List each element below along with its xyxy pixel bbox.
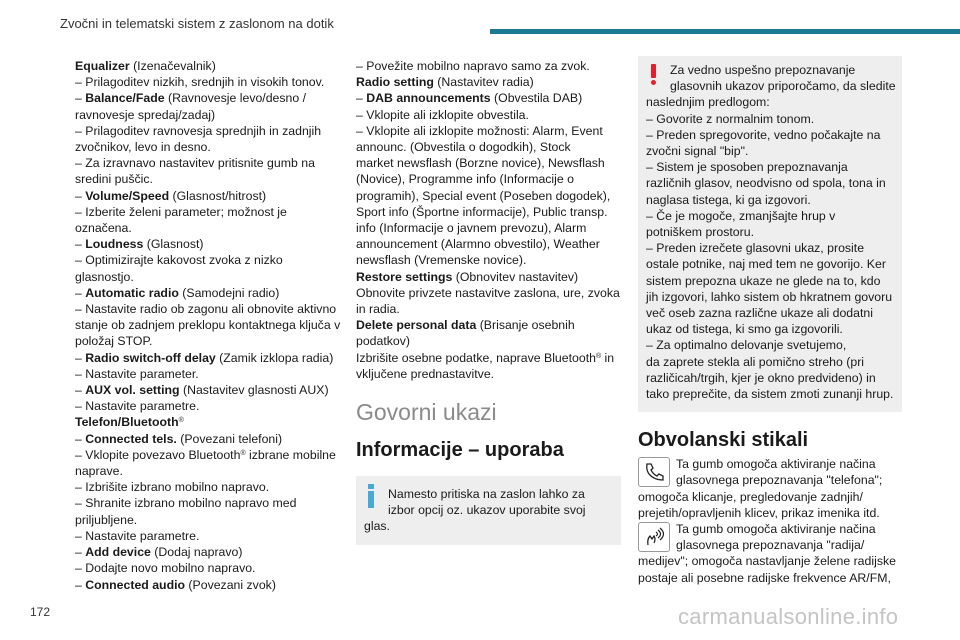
line-text: (Ravnovesje levo/desno / — [164, 91, 307, 106]
menu-option-name: Connected audio — [85, 577, 186, 592]
line-text: (Povezani telefoni) — [176, 431, 283, 446]
line-text: announcement (Alarmno obvestilo), Weather — [356, 237, 600, 252]
line-text: – Povežite mobilno napravo samo za zvok. — [356, 59, 590, 73]
switches-heading: Obvolanski stikali — [638, 429, 809, 452]
menu-option-name: Restore settings — [356, 269, 453, 284]
text-line — [75, 528, 337, 544]
text-line — [356, 301, 621, 317]
text-line — [75, 269, 337, 285]
text-line — [75, 155, 337, 171]
text-line — [75, 107, 337, 123]
text-line: – AUX vol. setting (Nastavitev glasnosti AUX) — [75, 383, 329, 398]
info-line: izbor opcij oz. ukazov uporabite svoj — [388, 503, 586, 518]
menu-option-name: Delete personal data — [356, 318, 477, 333]
warning-line: Za vedno uspešno prepoznavanje — [670, 63, 856, 77]
line-text: (Samodejni radio) — [178, 285, 280, 300]
warning-box — [638, 56, 902, 412]
phone-switch-description — [638, 456, 902, 521]
info-line: Namesto pritiska na zaslon lahko za — [388, 487, 585, 502]
menu-option-name: Connected tels. — [85, 431, 177, 446]
warning-line: različicah/trgih, kjer je okno predvideno) in — [646, 370, 876, 385]
text-line: – Radio switch-off delay (Zamik izklopa radia) — [75, 350, 334, 365]
text-line — [75, 479, 337, 495]
text-line: – Add device (Dodaj napravo) — [75, 545, 243, 560]
warning-line: ukaz od tistega, ki smo ga izgovorili. — [646, 322, 843, 337]
line-text: (Brisanje osebnih — [476, 318, 575, 333]
warning-line: – Govorite z normalnim tonom. — [646, 111, 815, 126]
column-left — [75, 58, 341, 593]
line-text: – Nastavite parametre. — [75, 399, 200, 414]
menu-option-name: Automatic radio — [85, 285, 179, 300]
text-line — [75, 301, 337, 317]
text-line — [356, 188, 621, 204]
line-text: (Nastavitev radia) — [433, 75, 534, 90]
phone-switch-line: prejetih/opravljenih klicev, prikaz imenika itd. — [638, 505, 880, 520]
text-line: – Loudness (Glasnost) — [75, 237, 204, 252]
line-text: podatkov) — [356, 334, 411, 349]
line-text: (Zamik izklopa radia) — [215, 350, 334, 365]
voice-switch-line: medijev"; omogoča nastavljanje želene radijske — [638, 554, 896, 569]
text-line — [356, 350, 621, 366]
line-text: priljubljene. — [75, 512, 138, 527]
text-line — [75, 123, 337, 139]
text-line: – Connected tels. (Povezani telefoni) — [75, 431, 283, 446]
menu-option-name: Add device — [85, 545, 151, 560]
menu-option-name: Equalizer — [75, 59, 130, 73]
line-text: (Izenačevalnik) — [129, 59, 216, 73]
text-line — [75, 447, 337, 463]
menu-option-name: Balance/Fade — [85, 91, 165, 106]
warning-line: zvočni signal "bip". — [646, 144, 749, 159]
line-text: – Vklopite ali izklopite obvestila. — [356, 107, 529, 122]
text-line — [75, 252, 337, 268]
warning-line: tako preprečite, da sistem zmoti zunanji hrup. — [646, 387, 894, 402]
voice-switch-description — [638, 521, 902, 586]
line-text: izbrane mobilne — [245, 447, 336, 462]
line-text: newsflash (Vremenske novice). — [356, 253, 527, 268]
warning-line: – Sistem je sposoben prepoznavanja — [646, 160, 848, 175]
text-line: – Volume/Speed (Glasnost/hitrost) — [75, 188, 267, 203]
subsection-heading: Informacije – uporaba — [356, 439, 564, 462]
line-text: (Glasnost/hitrost) — [169, 188, 267, 203]
warning-line: potniškem prostoru. — [646, 225, 754, 240]
warning-line: glasovnih ukazov priporočamo, da sledite — [670, 79, 896, 94]
line-text: – Vklopite povezavo Bluetooth — [75, 447, 241, 462]
line-text: (Obvestila DAB) — [490, 91, 583, 106]
line-text: – Za izravnavo nastavitev pritisnite gumb na — [75, 156, 315, 171]
line-text: (Dodaj napravo) — [150, 545, 243, 560]
line-text: – Prilagoditev ravnovesja sprednjih in zadnjih — [75, 123, 322, 138]
text-line — [75, 495, 337, 511]
info-icon — [366, 484, 376, 508]
text-line — [356, 58, 621, 74]
line-text: – Izbrišite izbrano mobilno napravo. — [75, 480, 270, 495]
phone-icon — [638, 457, 670, 487]
text-line — [75, 58, 337, 74]
text-line — [75, 560, 337, 576]
menu-option-name: Volume/Speed — [85, 188, 170, 203]
line-text: Obnovite privzete nastavitve zaslona, ure, zvoka — [356, 285, 620, 300]
line-text: – Dodajte novo mobilno napravo. — [75, 561, 256, 576]
registered-mark: ® — [595, 352, 602, 360]
registered-mark: ® — [240, 449, 246, 457]
text-line — [356, 285, 621, 301]
voice-switch-line: postaje ali posebne radijske frekvence AR/FM, — [638, 570, 891, 585]
menu-option-name: Radio switch-off delay — [85, 350, 216, 365]
phone-switch-line: glasovnega prepoznavanja "telefona"; — [676, 473, 883, 488]
line-text: zvočnikov, levo in desno. — [75, 140, 211, 155]
text-line — [75, 398, 337, 414]
text-line — [75, 512, 337, 528]
text-line — [356, 236, 621, 252]
text-line — [356, 220, 621, 236]
line-text: (Glasnost) — [143, 237, 204, 252]
text-line — [356, 155, 621, 171]
watermark: carmanualsonline.info — [678, 604, 899, 629]
line-text: – Shranite izbrano mobilno napravo med — [75, 496, 297, 511]
warning-line: ostale potnike, naj med tem ne govorijo. Ker — [646, 257, 886, 272]
text-line — [356, 366, 621, 382]
voice-switch-line: glasovnega prepoznavanja "radija/ — [676, 538, 865, 553]
text-line — [75, 317, 341, 333]
radio-settings-list — [356, 58, 621, 382]
line-text: naprave. — [75, 464, 123, 479]
line-text: in radia. — [356, 302, 400, 317]
text-line — [356, 269, 621, 285]
line-text: – Vklopite ali izklopite možnosti: Alarm, Event — [356, 123, 603, 138]
warning-line: naslednjim predlogom: — [646, 95, 770, 110]
text-line — [356, 123, 621, 139]
line-text: in — [601, 350, 615, 365]
line-text: (Povezani zvok) — [185, 577, 276, 592]
line-text: – Optimizirajte kakovost zvoka z nizko — [75, 253, 283, 268]
column-middle — [356, 58, 621, 545]
line-text: – Nastavite parametre. — [75, 528, 200, 543]
line-text: sredini puščic. — [75, 172, 153, 187]
text-line: – Automatic radio (Samodejni radio) — [75, 285, 280, 300]
warning-lines — [646, 94, 894, 402]
section-heading: Govorni ukazi — [356, 399, 497, 426]
text-line — [75, 171, 337, 187]
line-text: announc. (Obvestila o dogodkih), Stock — [356, 140, 571, 155]
text-line — [75, 220, 337, 236]
warning-line: – Za optimalno delovanje svetujemo, — [646, 338, 847, 353]
warning-line: različnih glasov, neodvisno od spola, tona in — [646, 176, 886, 191]
line-text: market newsflash (Borzne novice), Newsflash — [356, 156, 605, 171]
text-line — [356, 252, 621, 268]
phone-switch-line: Ta gumb omogoča aktiviranje načina — [676, 457, 876, 472]
voice-switch-line: Ta gumb omogoča aktiviranje načina — [676, 522, 876, 537]
line-text: programih), Special event (Poseben dogodek), — [356, 188, 611, 203]
line-text: – Prilagoditev nizkih, srednjih in visokih tonov. — [75, 75, 325, 90]
line-text: glasnostjo. — [75, 269, 134, 284]
text-line — [75, 333, 337, 349]
warning-line: naglasa tistega, ki ga izgovori. — [646, 192, 811, 207]
menu-option-name: Telefon/Bluetooth — [75, 415, 179, 430]
voice-command-icon — [638, 522, 670, 552]
column-right — [638, 56, 902, 586]
text-line — [356, 333, 621, 349]
header-accent-bar — [490, 29, 960, 34]
warning-line: – Preden spregovorite, vedno počakajte na — [646, 127, 881, 142]
warning-line: – Če je mogoče, zmanjšajte hrup v — [646, 208, 836, 223]
line-text: – Izberite želeni parameter; možnost je — [75, 204, 287, 219]
warning-line: sistem prepozna ukaze ne glede na to, kdo — [646, 273, 881, 288]
page-number: 172 — [30, 605, 51, 619]
text-line: – Balance/Fade (Ravnovesje levo/desno / — [75, 91, 307, 106]
text-line — [75, 204, 337, 220]
line-text: – Nastavite radio ob zagonu ali obnovite aktivno — [75, 302, 337, 317]
line-text: ravnovesje spredaj/zadaj) — [75, 107, 216, 122]
warning-line: – Preden izrečete glasovni ukaz, prosite — [646, 241, 865, 256]
line-text: info (Informacije o javnem prevozu), Alarm — [356, 221, 587, 236]
text-line — [75, 366, 337, 382]
text-line — [356, 74, 621, 90]
warning-line: več oseb zazna različne ukaze ali dodatni — [646, 306, 873, 321]
text-line — [356, 317, 621, 333]
text-line — [75, 139, 337, 155]
text-line — [75, 74, 337, 90]
menu-option-name: Radio setting — [356, 75, 434, 90]
line-text: Sport info (Športne informacije), Public transp. — [356, 204, 608, 219]
menu-option-name: AUX vol. setting — [85, 383, 180, 398]
header-title: Zvočni in telematski sistem z zaslonom na dotik — [60, 16, 334, 31]
line-text: vključene prednastavitve. — [356, 366, 495, 381]
text-line: – Connected audio (Povezani zvok) — [75, 577, 276, 592]
menu-option-name: DAB announcements — [366, 91, 491, 106]
warning-line: jih izgovori, lahko sistem ob hkratnem govoru — [646, 289, 893, 304]
line-text: položaj STOP. — [75, 334, 153, 349]
text-line: – DAB announcements (Obvestila DAB) — [356, 91, 583, 106]
line-text: – Nastavite parameter. — [75, 366, 199, 381]
text-line — [356, 204, 621, 220]
line-text: stanje ob zadnjem preklopu kontaktnega ključa v — [75, 318, 341, 333]
phone-switch-line: omogoča klicanje, pregledovanje zadnjih/ — [638, 489, 863, 504]
text-line — [356, 171, 621, 187]
line-text: Izbrišite osebne podatke, naprave Bluetooth — [356, 350, 596, 365]
text-line — [356, 107, 621, 123]
warning-line: da zaprete stekla ali pomično streho (pri — [646, 354, 865, 369]
line-text: (Obnovitev nastavitev) — [452, 269, 579, 284]
info-line: glas. — [364, 519, 390, 534]
text-line — [75, 463, 337, 479]
text-line — [75, 414, 337, 430]
info-box — [356, 476, 621, 545]
line-text: (Nastavitev glasnosti AUX) — [179, 383, 329, 398]
line-text: označena. — [75, 221, 132, 236]
text-line — [356, 139, 621, 155]
registered-mark: ® — [178, 417, 184, 425]
warning-icon — [650, 64, 658, 86]
menu-option-name: Loudness — [85, 237, 144, 252]
line-text: (Novice), Programme info (Informacije o — [356, 172, 574, 187]
